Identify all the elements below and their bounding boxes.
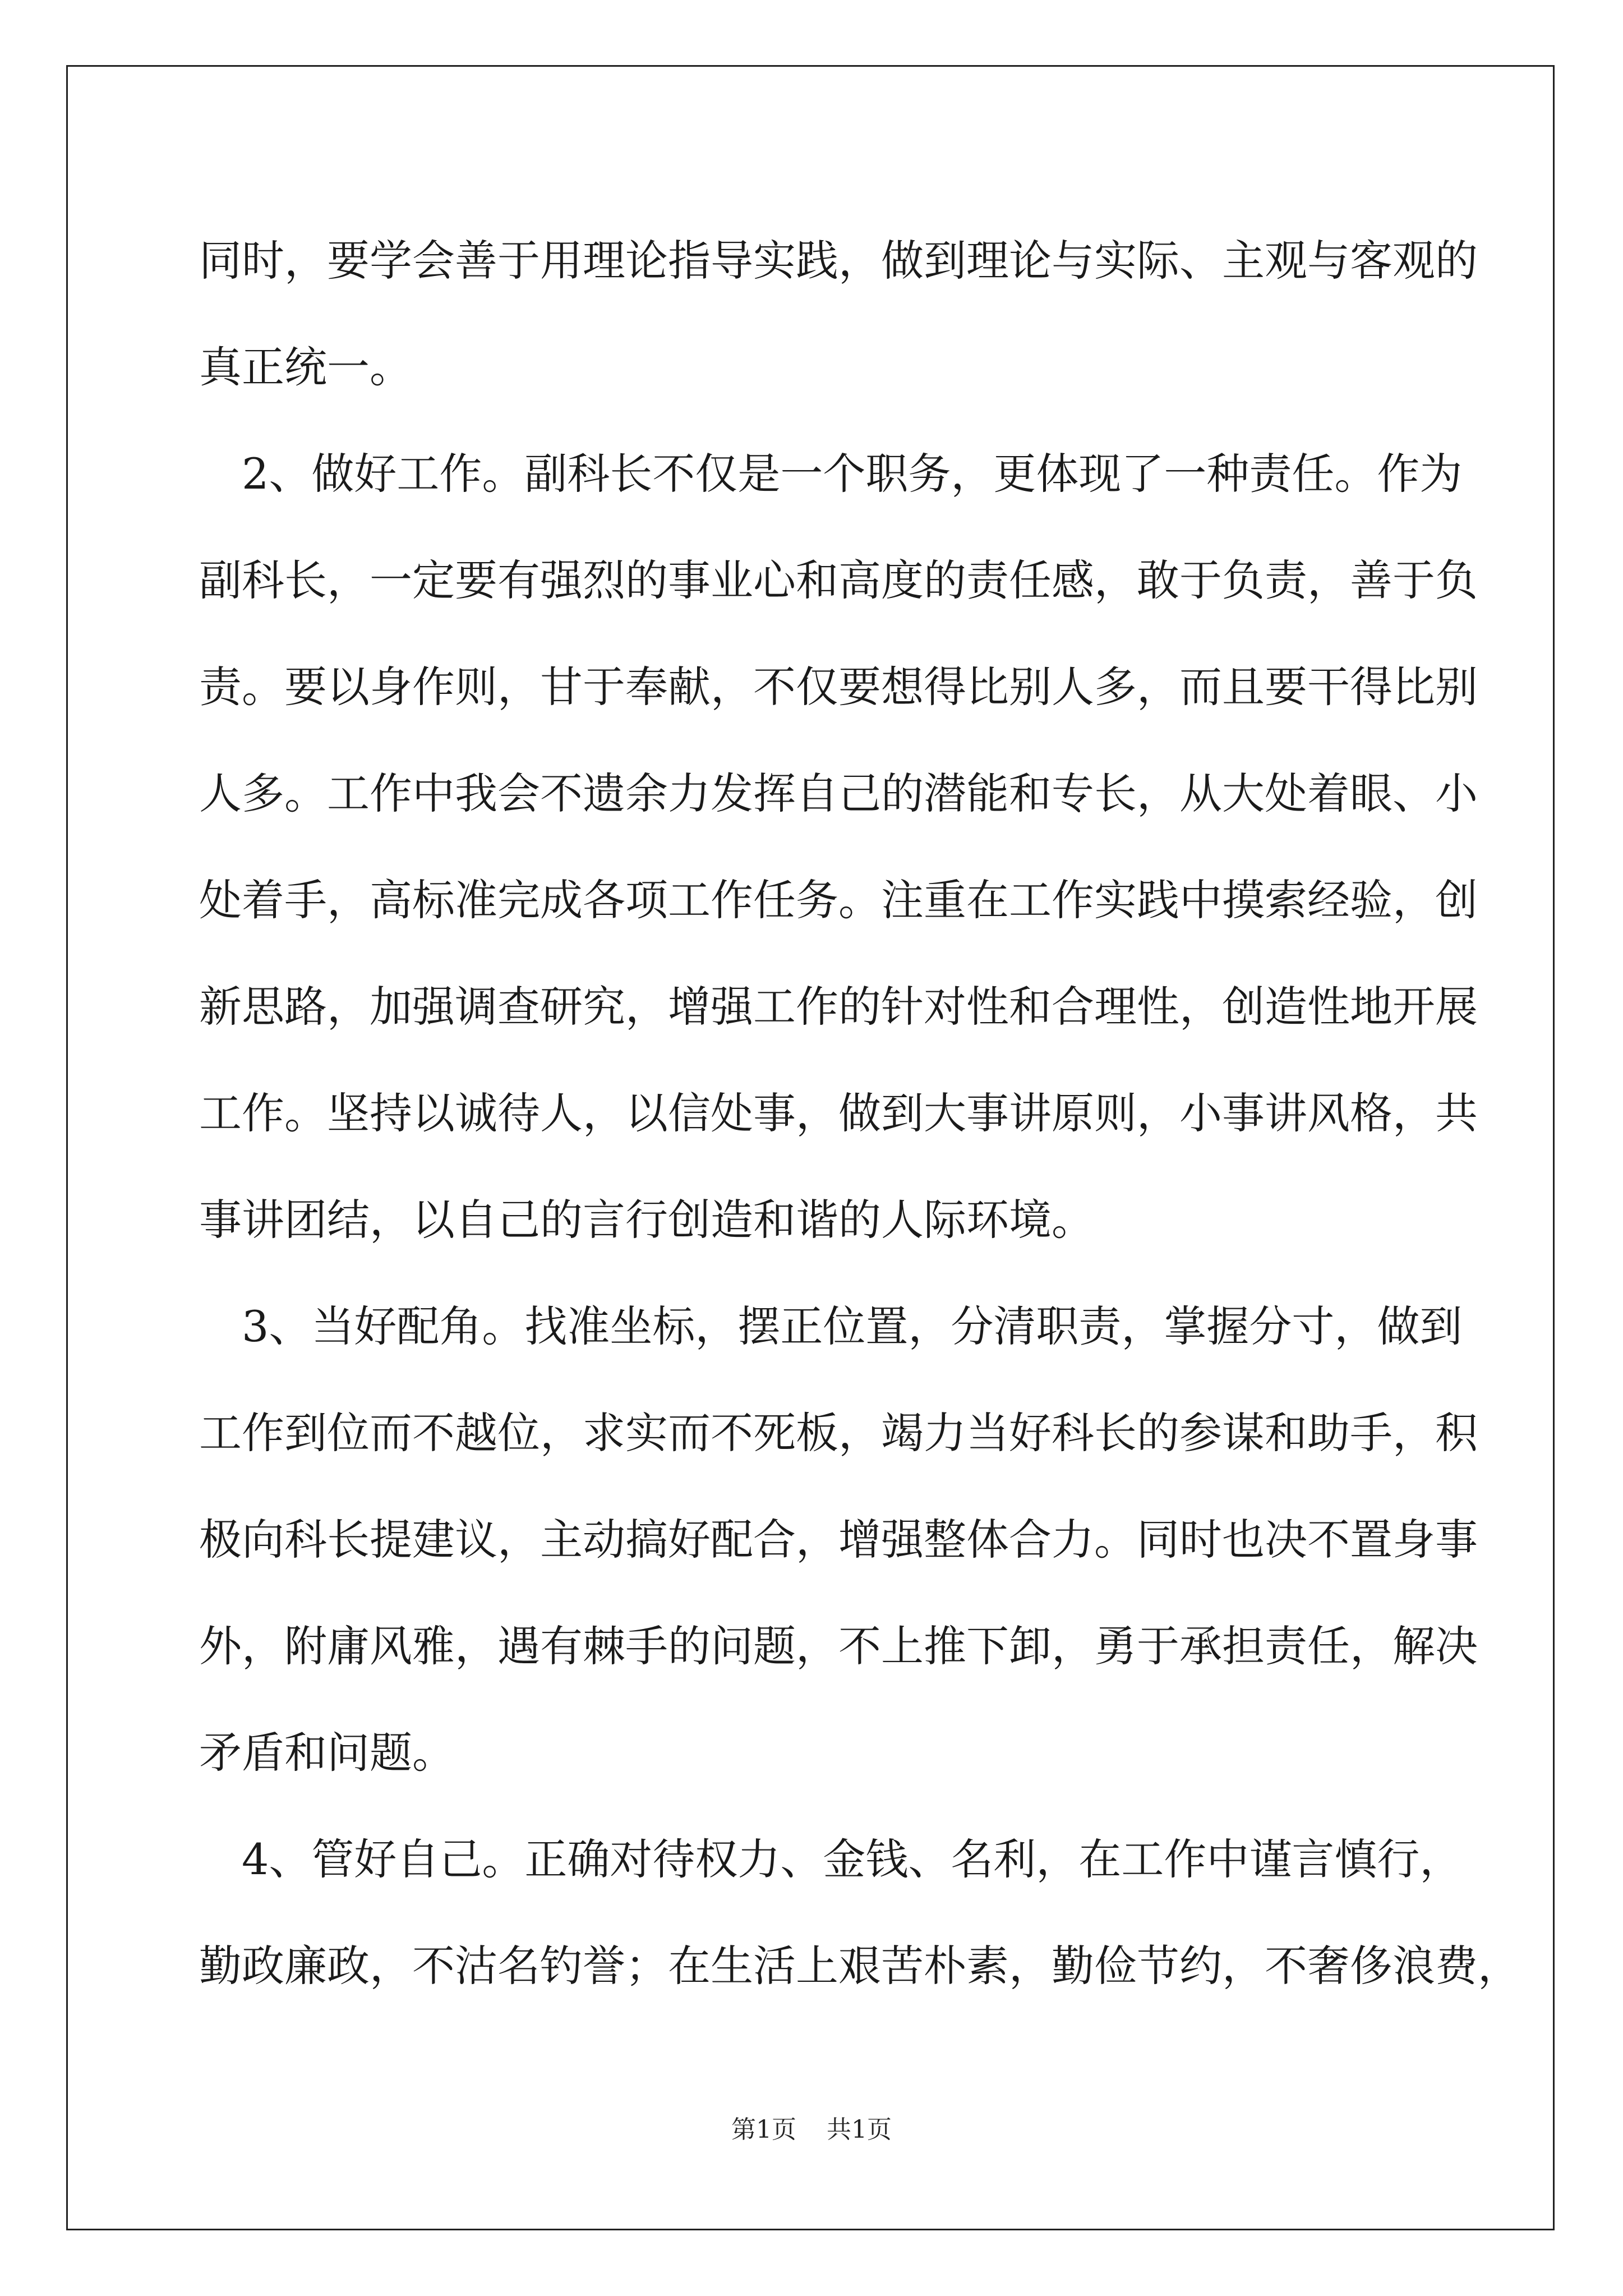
text-line: 工作到位而不越位，求实而不死板，竭力当好科长的参谋和助手，积 [199,1408,1478,1458]
text-line: 处着手，高标准完成各项工作任务。注重在工作实践中摸索经验，创 [199,875,1478,925]
text-line: 矛盾和问题。 [199,1728,455,1778]
text-line: 同时，要学会善于用理论指导实践，做到理论与实际、主观与客观的 [199,236,1478,286]
text-line: 新思路，加强调查研究，增强工作的针对性和合理性，创造性地开展 [199,982,1478,1032]
text-line: 外，附庸风雅，遇有棘手的问题，不上推下卸，勇于承担责任，解决 [199,1621,1478,1671]
text-line: 勤政廉政，不沽名钓誉；在生活上艰苦朴素，勤俭节约，不奢侈浪费， [199,1941,1520,1991]
text-line: 责。要以身作则，甘于奉献，不仅要想得比别人多，而且要干得比别 [199,662,1478,712]
page-footer [0,2109,1623,2145]
text-line: 事讲团结，以自己的言行创造和谐的人际环境。 [199,1195,1094,1245]
text-line: 3、当好配角。找准坐标，摆正位置，分清职责，掌握分寸，做到 [199,1301,1463,1351]
text-line: 真正统一。 [199,342,412,392]
text-line: 工作。坚持以诚待人，以信处事，做到大事讲原则，小事讲风格，共 [199,1088,1478,1138]
page-number: 第1页 [731,2115,796,2144]
text-line: 2、做好工作。副科长不仅是一个职务，更体现了一种责任。作为 [199,449,1463,499]
text-line: 4、管好自己。正确对待权力、金钱、名利，在工作中谨言慎行， [199,1834,1463,1884]
text-line: 极向科长提建议，主动搞好配合，增强整体合力。同时也决不置身事 [199,1515,1478,1565]
page-total: 共1页 [827,2115,892,2144]
text-line: 副科长，一定要有强烈的事业心和高度的责任感，敢于负责，善于负 [199,555,1478,605]
text-line: 人多。工作中我会不遗余力发挥自己的潜能和专长，从大处着眼、小 [199,769,1478,818]
body-text [199,208,1520,2019]
